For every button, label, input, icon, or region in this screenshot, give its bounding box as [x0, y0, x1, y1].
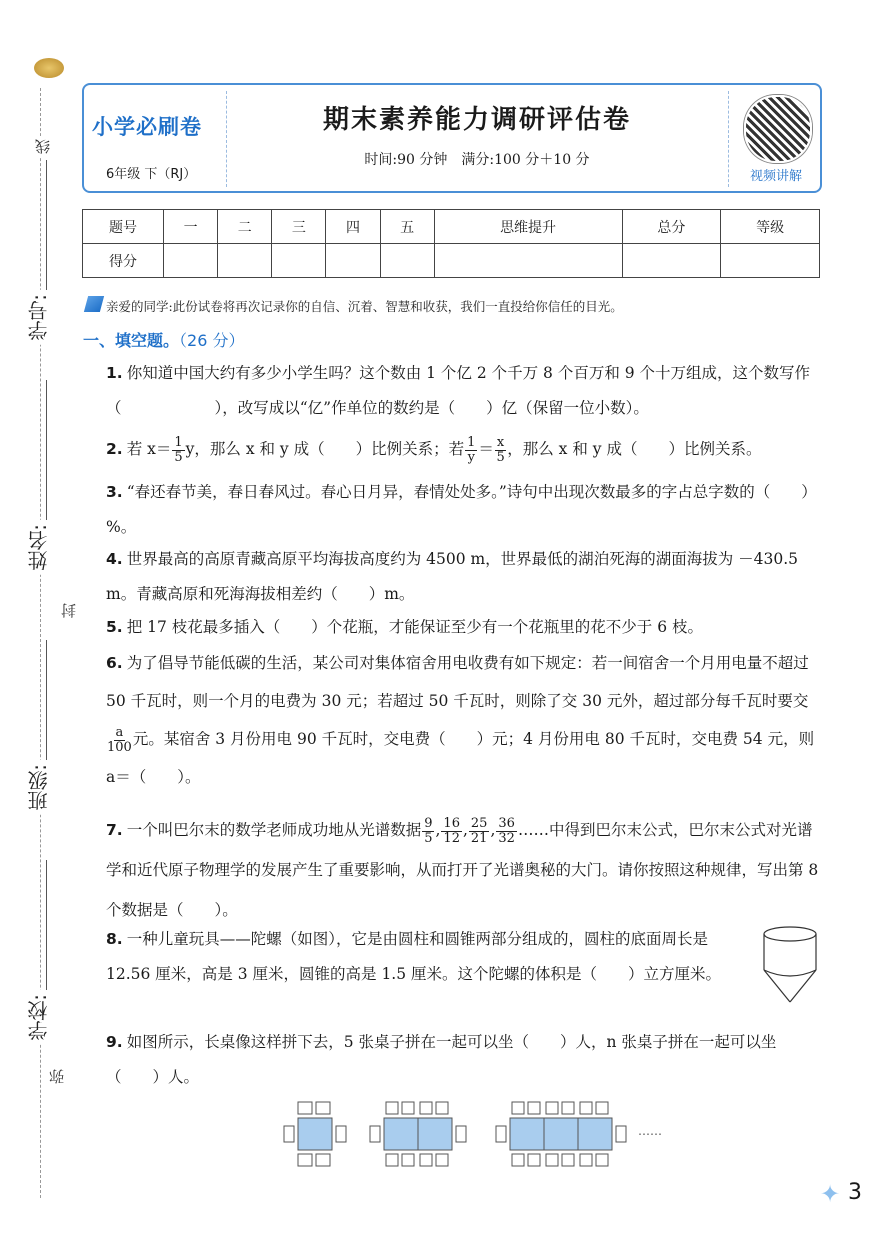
brand-logo: 小学必刷卷 [92, 115, 202, 139]
binding-label-xian: 线 [32, 136, 53, 157]
table-group-3 [496, 1102, 626, 1166]
score-cell[interactable] [721, 244, 820, 278]
question-1 [106, 356, 821, 426]
question-text: y，那么 x 和 y 成（ ）比例关系；若 [185, 440, 465, 458]
fraction [496, 817, 517, 846]
fraction [107, 726, 132, 755]
question-7: 7. 一个叫巴尔末的数学老师成功地从光谱数据 $\frac{9}{5}$ , $\frac{16}{12}$ , $\frac{25}{21}$ , $\frac{36}{32}$ ……中得到巴尔末公式，巴尔末公式对光谱学和近代原子物理学的发展产生了重要影响，从而打开了光谱奥秘的大门。请你按照这种规律，写出第 8 个数据是（ ）。 [106, 815, 819, 919]
score-cell[interactable] [272, 244, 326, 278]
question-number: 2. [106, 440, 123, 458]
binding-label-mi: 弥 [46, 1066, 67, 1087]
grade-label: 6年级 下（RJ） [106, 167, 197, 182]
section-title-text: 一、填空题。 [83, 331, 180, 350]
section-points: （26 分） [179, 331, 245, 350]
star-icon: ✦ [820, 1180, 841, 1208]
fraction-numerator: x [496, 434, 505, 450]
exam-subtitle: 时间:90 分钟 满分:100 分＋10 分 [364, 152, 590, 168]
fraction-denominator: 12 [443, 830, 460, 846]
student-id-line [46, 160, 47, 290]
exam-header [82, 83, 822, 193]
notice-icon [84, 296, 104, 312]
name-label: 姓名: [24, 520, 53, 575]
video-explain-label[interactable]: 视频讲解 [749, 169, 802, 184]
question-number: 5. [106, 618, 123, 636]
question-text: 一种儿童玩具——陀螺（如图），它是由圆柱和圆锥两部分组成的，圆柱的底面周长是 12.56 厘米，高是 3 厘米，圆锥的高是 1.5 厘米。这个陀螺的体积是（ ）立方厘米。 [106, 930, 722, 983]
fraction [495, 436, 506, 465]
fraction-numerator: 1 [467, 434, 476, 450]
fraction [441, 817, 462, 846]
page-number: 3 [848, 1180, 862, 1205]
question-text: 世界最高的高原青藏高原平均海拔高度约为 4500 m，世界最低的湖泊死海的湖面海拔为 －430.5 m。青藏高原和死海海拔相差约（ ）m。 [106, 550, 798, 603]
header-divider [226, 91, 227, 187]
fraction-denominator: 32 [498, 830, 515, 846]
question-9 [106, 1025, 821, 1095]
question-text: 若 x＝ [126, 440, 172, 458]
question-number: 9. [106, 1033, 123, 1051]
question-2 [106, 432, 821, 467]
question-4 [106, 542, 821, 612]
fraction-numerator: 25 [470, 815, 488, 831]
ellipsis: …… [638, 1124, 662, 1138]
table-group-1 [284, 1102, 346, 1166]
score-cell[interactable] [326, 244, 380, 278]
fraction-numerator: 1 [174, 434, 183, 450]
score-cell[interactable] [434, 244, 622, 278]
fraction-denominator: 5 [496, 449, 505, 465]
class-label: 班级: [24, 760, 53, 815]
question-8 [106, 922, 746, 992]
section-title [83, 328, 244, 351]
fraction-denominator: 5 [424, 830, 433, 846]
score-table [82, 209, 820, 278]
spinning-top-figure [760, 924, 820, 1006]
school-label: 学校: [24, 990, 53, 1045]
student-id-label: 学号: [24, 290, 53, 345]
fraction-numerator: 36 [498, 815, 515, 831]
exam-title: 期末素养能力调研评估卷 [322, 105, 631, 135]
score-header-cell: 总分 [622, 210, 721, 244]
score-header-cell: 四 [326, 210, 380, 244]
question-text: ，那么 x 和 y 成（ ）比例关系。 [507, 440, 762, 458]
score-cell[interactable] [380, 244, 434, 278]
question-text: “春还春节美，春日春风过。春心日月异，春情处处多。”诗句中出现次数最多的字占总字数的（ ）%。 [106, 483, 817, 536]
name-line [46, 380, 47, 520]
score-header-cell: 题号 [83, 210, 164, 244]
fraction-numerator: 16 [443, 815, 460, 831]
qr-code-icon[interactable] [744, 95, 812, 163]
question-6 [106, 644, 821, 796]
score-row-label: 得分 [83, 244, 164, 278]
question-number: 1. [106, 364, 123, 382]
fraction-numerator: a [115, 724, 124, 740]
fraction [465, 436, 477, 465]
question-text: 元。某宿舍 3 月份用电 90 千瓦时，交电费（ ）元；4 月份用电 80 千瓦时，交电费 54 元，则 a＝（ ）。 [106, 730, 815, 786]
question-text: 把 17 枝花最多插入（ ）个花瓶，才能保证至少有一个花瓶里的花不少于 6 枝。 [126, 618, 703, 636]
question-text: 你知道中国大约有多少小学生吗？这个数由 1 个亿 2 个千万 8 个百万和 9 个十万组成，这个数写作（ ），改写成以“亿”作单位的数约是（ ）亿（保留一位小数）。 [106, 364, 811, 417]
class-line [46, 640, 47, 760]
question-number: 7. [106, 821, 123, 839]
question-text: 如图所示，长桌像这样拼下去，5 张桌子拼在一起可以坐（ ）人，n 张桌子拼在一起可以坐（ ）人。 [106, 1033, 777, 1086]
score-header-cell: 思维提升 [434, 210, 622, 244]
fraction-denominator: 5 [174, 449, 183, 465]
score-header-cell: 一 [164, 210, 218, 244]
logo-icon [34, 58, 64, 78]
score-table-score-row [83, 244, 820, 278]
score-header-cell: 五 [380, 210, 434, 244]
question-number: 6. [106, 654, 123, 672]
fraction-denominator: 21 [470, 830, 488, 846]
score-header-cell: 二 [218, 210, 272, 244]
question-text: 为了倡导节能低碳的生活，某公司对集体宿舍用电收费有如下规定：若一间宿舍一个月用电量不超过 50 千瓦时，则一个月的电费为 30 元；若超过 50 千瓦时，则除了交 30 元外，超过部分每千瓦时要交 [106, 654, 809, 710]
score-table-header-row [83, 210, 820, 244]
score-cell[interactable] [218, 244, 272, 278]
question-number: 8. [106, 930, 123, 948]
question-number: 4. [106, 550, 123, 568]
question-5 [106, 610, 821, 645]
header-divider [728, 91, 729, 187]
fraction [172, 436, 184, 465]
notice-text: 亲爱的同学:此份试卷将再次记录你的自信、沉着、智慧和收获，我们一直投给你信任的目光。 [106, 299, 623, 314]
binding-label-feng: 封 [58, 600, 79, 621]
question-text: ＝ [478, 440, 494, 458]
question-text: ……中得到巴尔末公式，巴尔末公式对光谱学和近代原子物理学的发展产生了重要影响，从而打开了光谱奥秘的大门。请你按照这种规律，写出第 8 个数据是（ ）。 [106, 821, 819, 919]
score-header-cell: 三 [272, 210, 326, 244]
question-text: 一个叫巴尔末的数学老师成功地从光谱数据 [126, 821, 422, 839]
fraction [469, 817, 490, 846]
fraction-numerator: 9 [424, 815, 433, 831]
fraction-denominator: 100 [107, 739, 132, 755]
fraction [422, 817, 434, 846]
score-cell[interactable] [164, 244, 218, 278]
question-3 [106, 475, 821, 545]
score-cell[interactable] [622, 244, 721, 278]
question-number: 3. [106, 483, 123, 501]
table-group-2 [370, 1102, 466, 1166]
tables-figure [280, 1098, 680, 1170]
score-header-cell: 等级 [721, 210, 820, 244]
school-line [46, 860, 47, 990]
fraction-denominator: y [467, 449, 475, 465]
